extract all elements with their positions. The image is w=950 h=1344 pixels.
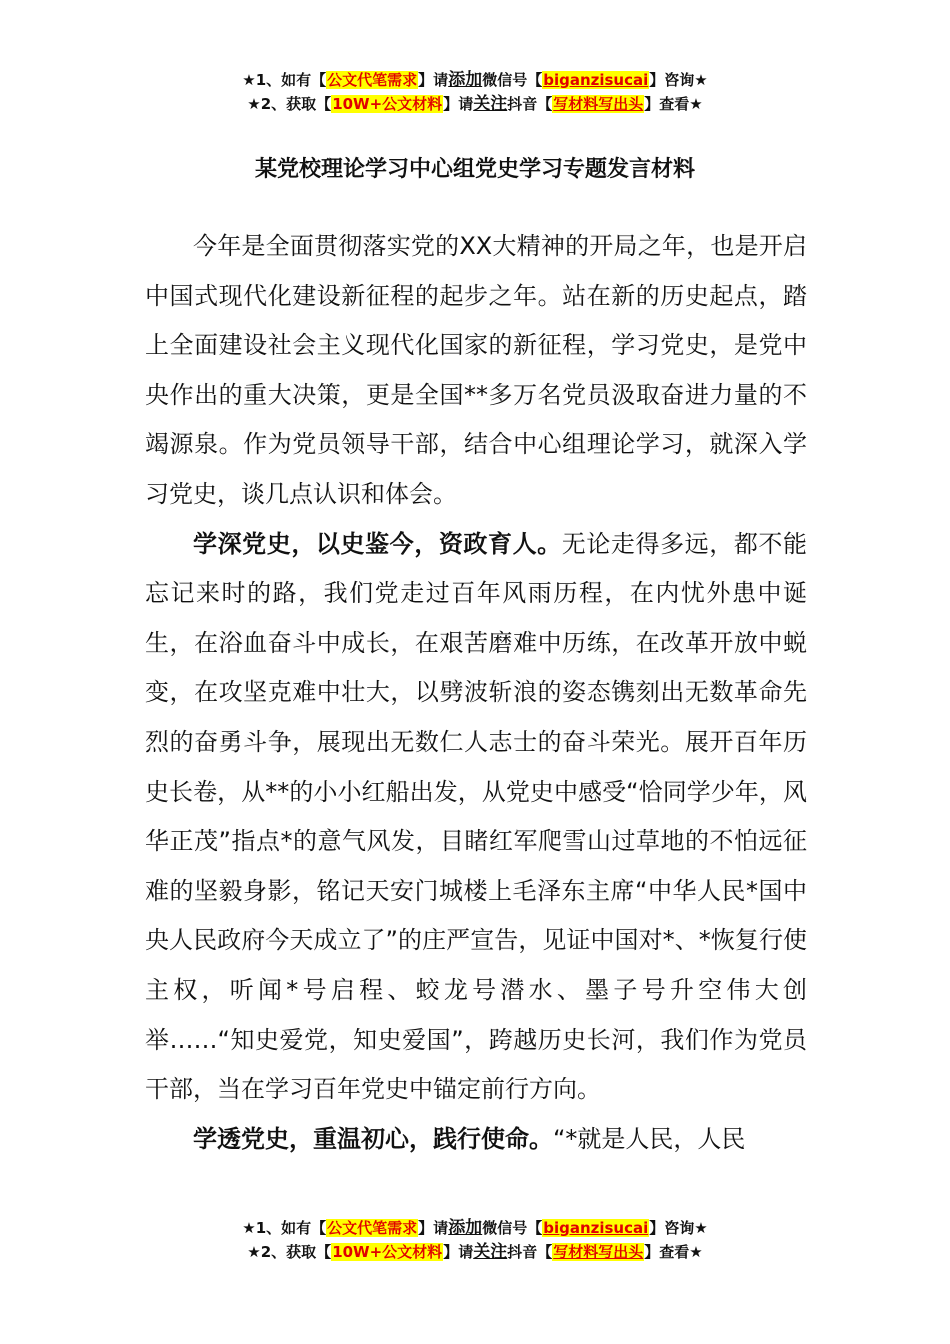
banner-line-1 xyxy=(0,1216,950,1240)
banner-text: 】请 xyxy=(443,1243,474,1261)
section-heading-2: 学透党史，重温初心，践行使命。 xyxy=(193,1124,553,1153)
banner-underline-follow: 关注 xyxy=(473,94,508,114)
banner-highlight-materials: 10W+公文材料 xyxy=(332,95,443,113)
banner-text: 】查看★ xyxy=(644,95,703,113)
section-body-2: “*就是人民，人民 xyxy=(553,1124,746,1153)
section-body-1: 无论走得多远，都不能忘记来时的路，我们党走过百年风雨历程，在内忧外患中诞生，在浴血奋斗中成长，在艰苦磨难中历练，在改革开放中蜕变，在攻坚克难中壮大，以劈波斩浪的姿态镌刻出无数革命先烈的奋勇斗争，展现出无数仁人志士的奋斗荣光。展开百年历史长卷，从**的小小红船出发，从党史中感受“恰同学少年，风华正茂”指点*的意气风发，目睹红军爬雪山过草地的不怕远征难的坚毅身影，铭记天安门城楼上毛泽东主席“中华人民*国中央人民政府今天成立了”的庄严宣告，见证中国对*、*恢复行使主权，听闻*号启程、蛟龙号潜水、墨子号升空伟大创举……“知史爱党，知史爱国”，跨越历史长河，我们作为党员干部，当在学习百年党史中锚定前行方向。 xyxy=(145,529,807,1104)
banner-text: 微信号【 xyxy=(482,71,543,89)
banner-text: 】请 xyxy=(418,1219,449,1237)
banner-line-2 xyxy=(0,1240,950,1264)
banner-highlight-service: 公文代笔需求 xyxy=(327,71,418,89)
banner-text: 】咨询★ xyxy=(649,1219,708,1237)
banner-text: ★2、获取【 xyxy=(247,95,332,113)
banner-line-1 xyxy=(0,68,950,92)
banner-highlight-douyin[interactable]: 写材料写出头 xyxy=(553,95,644,113)
banner-underline-add: 添加 xyxy=(448,70,483,90)
header-banner xyxy=(0,68,950,116)
banner-highlight-douyin[interactable]: 写材料写出头 xyxy=(553,1243,644,1261)
banner-line-2 xyxy=(0,92,950,116)
paragraph-intro: 今年是全面贯彻落实党的XX大精神的开局之年，也是开启中国式现代化建设新征程的起步之年。站在新的历史起点，踏上全面建设社会主义现代化国家的新征程，学习党史，是党中央作出的重大决策，更是全国**多万名党员汲取奋进力量的不竭源泉。作为党员领导干部，结合中心组理论学习，就深入学习党史，谈几点认识和体会。 xyxy=(145,232,807,508)
banner-text: 抖音【 xyxy=(507,1243,553,1261)
banner-highlight-wechat[interactable]: biganzisucai xyxy=(543,1219,649,1237)
banner-highlight-wechat[interactable]: biganzisucai xyxy=(543,71,649,89)
banner-text: 】请 xyxy=(418,71,449,89)
paragraph-section-2 xyxy=(145,1115,807,1165)
section-heading-1: 学深党史，以史鉴今，资政育人。 xyxy=(193,529,562,558)
banner-text: 】咨询★ xyxy=(649,71,708,89)
banner-text: 】请 xyxy=(443,95,474,113)
banner-underline-follow: 关注 xyxy=(473,1242,508,1262)
banner-text: ★2、获取【 xyxy=(247,1243,332,1261)
banner-underline-add: 添加 xyxy=(448,1218,483,1238)
document-body xyxy=(145,222,807,1164)
banner-text: 抖音【 xyxy=(507,95,553,113)
banner-highlight-materials: 10W+公文材料 xyxy=(332,1243,443,1261)
banner-text: 】查看★ xyxy=(644,1243,703,1261)
banner-highlight-service: 公文代笔需求 xyxy=(327,1219,418,1237)
banner-text: ★1、如有【 xyxy=(242,71,327,89)
footer-banner xyxy=(0,1216,950,1264)
paragraph-section-1 xyxy=(145,520,807,1115)
document-title: 某党校理论学习中心组党史学习专题发言材料 xyxy=(254,157,695,182)
banner-text: 微信号【 xyxy=(482,1219,543,1237)
banner-text: ★1、如有【 xyxy=(242,1219,327,1237)
